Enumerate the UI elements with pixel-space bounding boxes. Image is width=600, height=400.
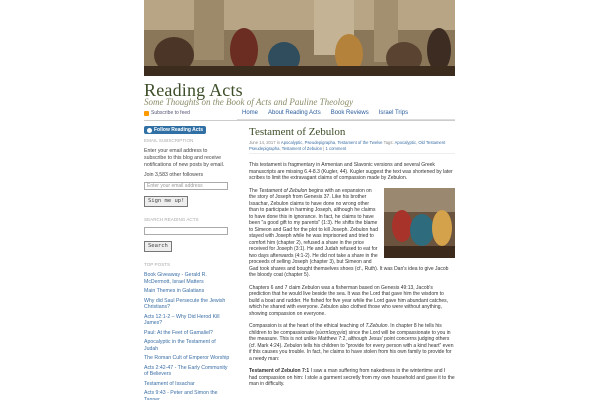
top-posts-list: [144, 272, 230, 400]
category-link[interactable]: Apocalyptic: [280, 140, 303, 145]
site-tagline: Some Thoughts on the Book of Acts and Pauline Theology: [144, 97, 354, 107]
follow-label: Follow Reading Acts: [154, 126, 203, 133]
post-meta: June 14, 2017 in Apocalyptic, Pseudepigrapha, Testament of the Twelve Tags: Apocalyptic, Old Testament Pseudepigrapha, Testament of Zebulon | 1 comment: [249, 140, 455, 154]
nav-book-reviews[interactable]: Book Reviews: [330, 109, 369, 116]
quote-reference: Testament of Zebulon 7:1: [249, 368, 310, 374]
category-link[interactable]: Testament of the Twelve: [337, 140, 383, 145]
top-post-link[interactable]: Acts 2:42-47 - The Early Community of Believers: [144, 364, 228, 377]
tag-link[interactable]: Old Testament Pseudepigrapha: [249, 140, 446, 151]
post-date: June 14, 2017 in: [249, 140, 281, 145]
top-post-link[interactable]: Acts 9:43 - Peter and Simon the Tanner: [144, 390, 218, 400]
search-button[interactable]: Search: [144, 241, 172, 252]
wordpress-icon: [147, 128, 152, 133]
category-link[interactable]: Pseudepigrapha: [304, 140, 336, 145]
top-post-link[interactable]: The Roman Cult of Emperor Worship: [144, 355, 230, 361]
top-post-link[interactable]: Main Themes in Galatians: [144, 288, 205, 294]
top-post-link[interactable]: Acts 12:1-2 – Why Did Herod Kill James?: [144, 313, 220, 326]
post-paragraph: Compassion is at the heart of the ethical teaching of T.Zebulon. In chapter 8 he tells his children to be compassionate (εὐσπλαγχνία) since the Lord will be compassionate to you in the measure. This is not unlike Matthew 7:2, although Jesus' point concerns judging others (cf. Mark 4:24). Zebulon tells his children to "provide for every person with a kind heart" even if this causes you trouble. In fact, he claims to have stolen from his own family to provide for a needy man:: [249, 323, 454, 362]
email-input[interactable]: Enter your email address: [144, 182, 228, 190]
nav-divider: [144, 120, 455, 121]
post-paragraph: The Testament of Zebulon begins with an expansion on the story of Joseph from Genesis 37. Like his brother Issachar, Zebulon claims to have done no wrong other than to participate in harming Joseph, although he claims to have done this in ignorance. In fact, he claims to have been "a good gift to my parents" (1:3). He shifts the blame to Simeon and Gad for the plot to kill Joseph. Zebulon had stayed with Joseph while he was imprisoned and tried to comfort him (chapter 2), refused a share in the price received for Joseph (3:1). He and Judah refused to eat for two days afterwards (4:1-2). He did not take a share in the proceeds of selling Joseph (chapter 3), but Simeon and Gad took shares and bought themselves shoes (cf., Ruth). It was Dan's idea to give Jacob the bloody coat (chapter 5).: [249, 187, 449, 278]
main-nav: [237, 106, 455, 120]
follow-button[interactable]: [144, 126, 206, 134]
comments-link[interactable]: 1 comment: [325, 145, 347, 151]
header-painting: [144, 0, 455, 76]
top-post-link[interactable]: Apocalyptic in the Testament of Judah: [144, 339, 216, 352]
post-paragraph: This testament is fragmentary in Armenian and Slavonic versions and several Greek manuscripts are missing 6.4-8.3 (Kugler, 44). Kugler suggest the text was shortened by later scribes to limit the extravagant claims of compassion made by Zebulon.: [249, 162, 453, 181]
tag-link[interactable]: Testament of Zebulon: [281, 145, 323, 151]
top-post-link[interactable]: Testament of Issachar: [144, 380, 195, 387]
nav-about[interactable]: About Reading Acts: [268, 109, 321, 116]
nav-home[interactable]: Home: [242, 109, 259, 116]
subscription-text: Enter your email address to subscribe to this blog and receive notifications of new posts by email.: [144, 148, 225, 168]
post-content: [249, 126, 455, 394]
post-quote: Testament of Zebulon 7:1 I saw a man suffering from nakedness in the wintertime and I had compassion on him: I stole a garment secretly from my own household and gave it to the man in difficulty.: [249, 368, 455, 387]
top-post-link[interactable]: Paul: At the Feet of Gamaliel?: [144, 329, 213, 336]
followers-count: Join 3,583 other followers: [144, 172, 204, 178]
top-posts-heading: TOP POSTS: [144, 262, 171, 267]
top-post-link[interactable]: Book Giveaway - Gerald R. McDermott, Israel Matters: [144, 272, 207, 285]
subscribe-feed-link[interactable]: [144, 110, 190, 116]
nav-israel-trips[interactable]: Israel Trips: [378, 109, 409, 116]
post-painting: [384, 188, 455, 258]
top-post-link[interactable]: Why did Saul Persecute the Jewish Christians?: [144, 297, 226, 310]
site-title[interactable]: Reading Acts: [144, 80, 243, 100]
feed-label: Subscribe to feed: [151, 110, 190, 116]
signup-button[interactable]: Sign me up!: [144, 196, 188, 207]
post-paragraph: Chapters 6 and 7 claim Zebulon was a fisherman based on Genesis 49:13, Jacob's prediction that he would live beside the sea. It was the Lord that gave him the wisdom to build a boat and rudder. He fished for five year while the Lord gave him abundant catches, which he shared with everyone. Zebulon also clothed those who were without anything, showing compassion on everyone.: [249, 284, 449, 317]
tags-label: Tags:: [383, 140, 394, 145]
search-heading: SEARCH READING ACTS: [144, 217, 199, 222]
post-body-with-image: [249, 188, 455, 279]
subscription-heading: EMAIL SUBSCRIPTION: [144, 138, 194, 143]
rss-icon: [144, 111, 149, 116]
search-input[interactable]: [144, 227, 228, 235]
post-title[interactable]: Testament of Zebulon: [249, 126, 346, 138]
tag-link[interactable]: Apocalyptic: [394, 140, 416, 145]
sidebar: [144, 126, 230, 400]
